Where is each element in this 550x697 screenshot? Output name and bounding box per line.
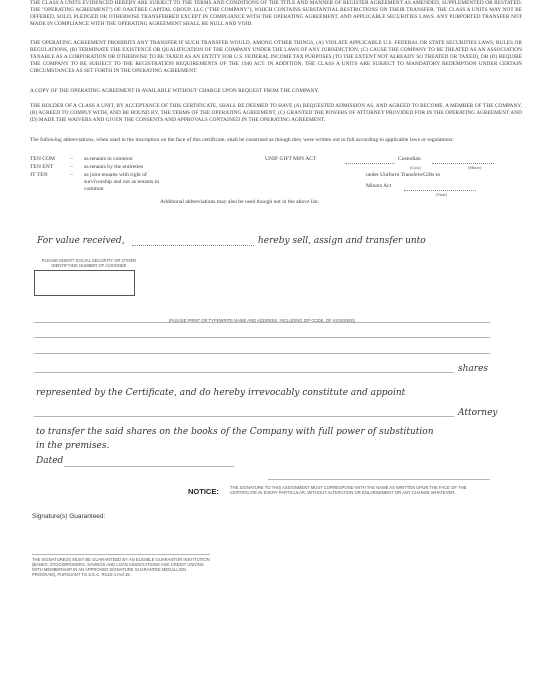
abbrev-desc-jt-ten: as joint tenants with right of survivorship and not as tenants in common — [84, 172, 160, 192]
represented-text: represented by the Certificate, and do hereby irrevocably constitute and appoint — [36, 388, 406, 398]
abbrev-code-ten-ent: TEN ENT — [30, 164, 54, 170]
additional-abbreviations-note: Additional abbreviations may also be used though not in the above list. — [160, 199, 320, 205]
state-blank — [404, 190, 476, 191]
minor-blank — [432, 163, 494, 164]
legend-paragraph-4: THE HOLDER OF A CLASS A UNIT, BY ACCEPTANCE OF THIS CERTIFICATE, SHALL BE DEEMED TO HAVE (A) REQUESTED ADMISSION AS, AND AGREED TO BECOME, A MEMBER OF THE COMPANY, (B) AGREED TO COMPLY WITH, AND BE BOUND BY, THE TERMS OF THE OPERATING AGREEMENT, (C) GRANTED THE POWERS OF ATTORNEY PROVIDED FOR IN THE OPERATING AGREEMENT AND (D) MADE THE WAIVERS AND GIVEN THE CONSENTS AND APPROVALS CONTAINED IN THE OPERATING AGREEMENT. — [30, 103, 522, 123]
date-line[interactable] — [64, 466, 234, 467]
guarantee-text: THE SIGNATURE(S) MUST BE GUARANTEED BY AN ELIGIBLE GUARANTOR INSTITUTION (BANKS, STOCKBROKERS, SAVINGS AND LOAN ASSOCIATIONS AND CREDIT UNIONS WITH MEMBERSHIP IN AN APPROVED SIGNATURE GUARANTEE MEDALLION PROGRAM), PURSUANT TO S.E.C. RULE 17Ad-15. — [32, 557, 210, 577]
abbrev-dash: – — [70, 172, 73, 178]
shares-count-line[interactable] — [34, 372, 454, 373]
attorney-text: Attorney — [458, 408, 498, 418]
cust-blank — [345, 163, 395, 164]
abbreviations-intro: The following abbreviations, when used in the inscription on the face of this certificate, shall be construed as though they were written out in full according to applicable laws or regulations: — [30, 137, 454, 143]
legend-paragraph-3: A COPY OF THE OPERATING AGREEMENT IS AVAILABLE WITHOUT CHARGE UPON REQUEST FROM THE COMPANY. — [30, 88, 319, 94]
dated-label: Dated — [36, 456, 64, 466]
notice-label: NOTICE: — [188, 487, 219, 496]
abbrev-code-ten-com: TEN COM — [30, 156, 56, 162]
cust-caption: (Cust) — [410, 165, 421, 170]
attorney-line[interactable] — [34, 416, 454, 417]
abbrev-dash: – — [70, 156, 73, 162]
custodian-label: Custodian — [398, 156, 421, 162]
sell-assign-text: hereby sell, assign and transfer unto — [258, 236, 426, 246]
abbrev-dash: – — [70, 164, 73, 170]
guarantee-line[interactable] — [32, 554, 210, 555]
minors-act-label: Minors Act — [366, 183, 392, 189]
print-name-label: (PLEASE PRINT OR TYPEWRITE NAME AND ADDRESS, INCLUDING ZIP CODE, OF ASSIGNEE) — [168, 318, 356, 323]
abbrev-desc-ten-ent: as tenants by the entireties — [84, 164, 144, 170]
value-received-text: For value received, — [37, 236, 125, 246]
abbrev-code-jt-ten: JT TEN — [30, 172, 48, 178]
notice-text: THE SIGNATURE TO THIS ASSIGNMENT MUST CORRESPOND WITH THE NAME AS WRITTEN UPON THE FACE OF THE CERTIFICATE IN EVERY PARTICULAR, WITHOUT ALTERATION OR ENLARGEMENT OR ANY CHANGE WHATEVER. — [230, 485, 467, 495]
premises-text: in the premises. — [36, 441, 110, 451]
minor-caption: (Minor) — [468, 165, 482, 170]
shares-text: shares — [458, 364, 489, 374]
address-line-2[interactable] — [34, 353, 490, 354]
signatures-guaranteed-label: Signature(s) Guaranteed: — [32, 513, 106, 520]
state-caption: (State) — [436, 192, 448, 197]
abbrev-desc-ten-com: as tenants in common — [84, 156, 133, 162]
uniform-transfers-label: under Uniform Transfers/Gifts to — [366, 172, 441, 178]
address-line-1[interactable] — [34, 337, 490, 338]
signature-line-1[interactable] — [268, 479, 490, 480]
unif-gift-min-act: UNIF GIFT MIN ACT — [265, 156, 317, 162]
assignor-blank — [132, 245, 254, 246]
legend-paragraph-1: THE CLASS A UNITS EVIDENCED HEREBY ARE SUBJECT TO THE TERMS AND CONDITIONS OF THE TITLE AND MANNER OF REGISTER AGREEMENT AS AMENDED, SUPPLEMENTED OR RESTATED, THE "OPERATING AGREEMENT") OF OAKTREE CAPITAL GROUP, LLC ("THE COMPANY"), WHICH CONTAINS SUBSTANTIAL RESTRICTIONS ON THEIR TRANSFER. THE CLASS A UNITS MAY NOT BE OFFERED, SOLD, PLEDGED OR OTHERWISE TRANSFERRED EXCEPT IN COMPLIANCE WITH THE OPERATING AGREEMENT, AND APPLICABLE SECURITIES LAWS. ANY PURPORTED TRANSFER NOT MADE IN COMPLIANCE WITH THE OPERATING AGREEMENT SHALL BE NULL AND VOID. — [30, 0, 522, 27]
ssn-label: PLEASE INSERT SOCIAL SECURITY OR OTHER IDENTIFYING NUMBER OF ASSIGNEE — [41, 258, 137, 268]
ssn-input-box[interactable] — [34, 270, 135, 296]
transfer-text: to transfer the said shares on the books of the Company with full power of substitution — [36, 427, 434, 437]
legend-paragraph-2: THE OPERATING AGREEMENT PROHIBITS ANY TRANSFER IF SUCH TRANSFER WOULD, AMONG OTHER THINGS, (A) VIOLATE APPLICABLE U.S. FEDERAL OR STATE SECURITIES LAWS, RULES OR REGULATIONS, (B) TERMINATE THE EXISTENCE OR QUALIFICATION OF THE COMPANY UNDER THE LAWS OF ANY JURISDICTION, (C) CAUSE THE COMPANY TO BE TREATED AS AN ASSOCIATION TAXABLE AS A CORPORATION OR OTHERWISE TO BE TAXED AS AN ENTITY FOR U.S. FEDERAL INCOME TAX PURPOSES (TO THE EXTENT NOT ALREADY SO TREATED OR TAXED), OR (D) REQUIRE THE COMPANY TO BE SUBJECT TO THE REGISTRATION REQUIREMENTS OF THE 1940 ACT. IN ADDITION, THE CLASS A UNITS ARE SUBJECT TO MANDATORY REDEMPTION UNDER CERTAIN CIRCUMSTANCES AS SET FORTH IN THE OPERATING AGREEMENT. — [30, 40, 522, 74]
